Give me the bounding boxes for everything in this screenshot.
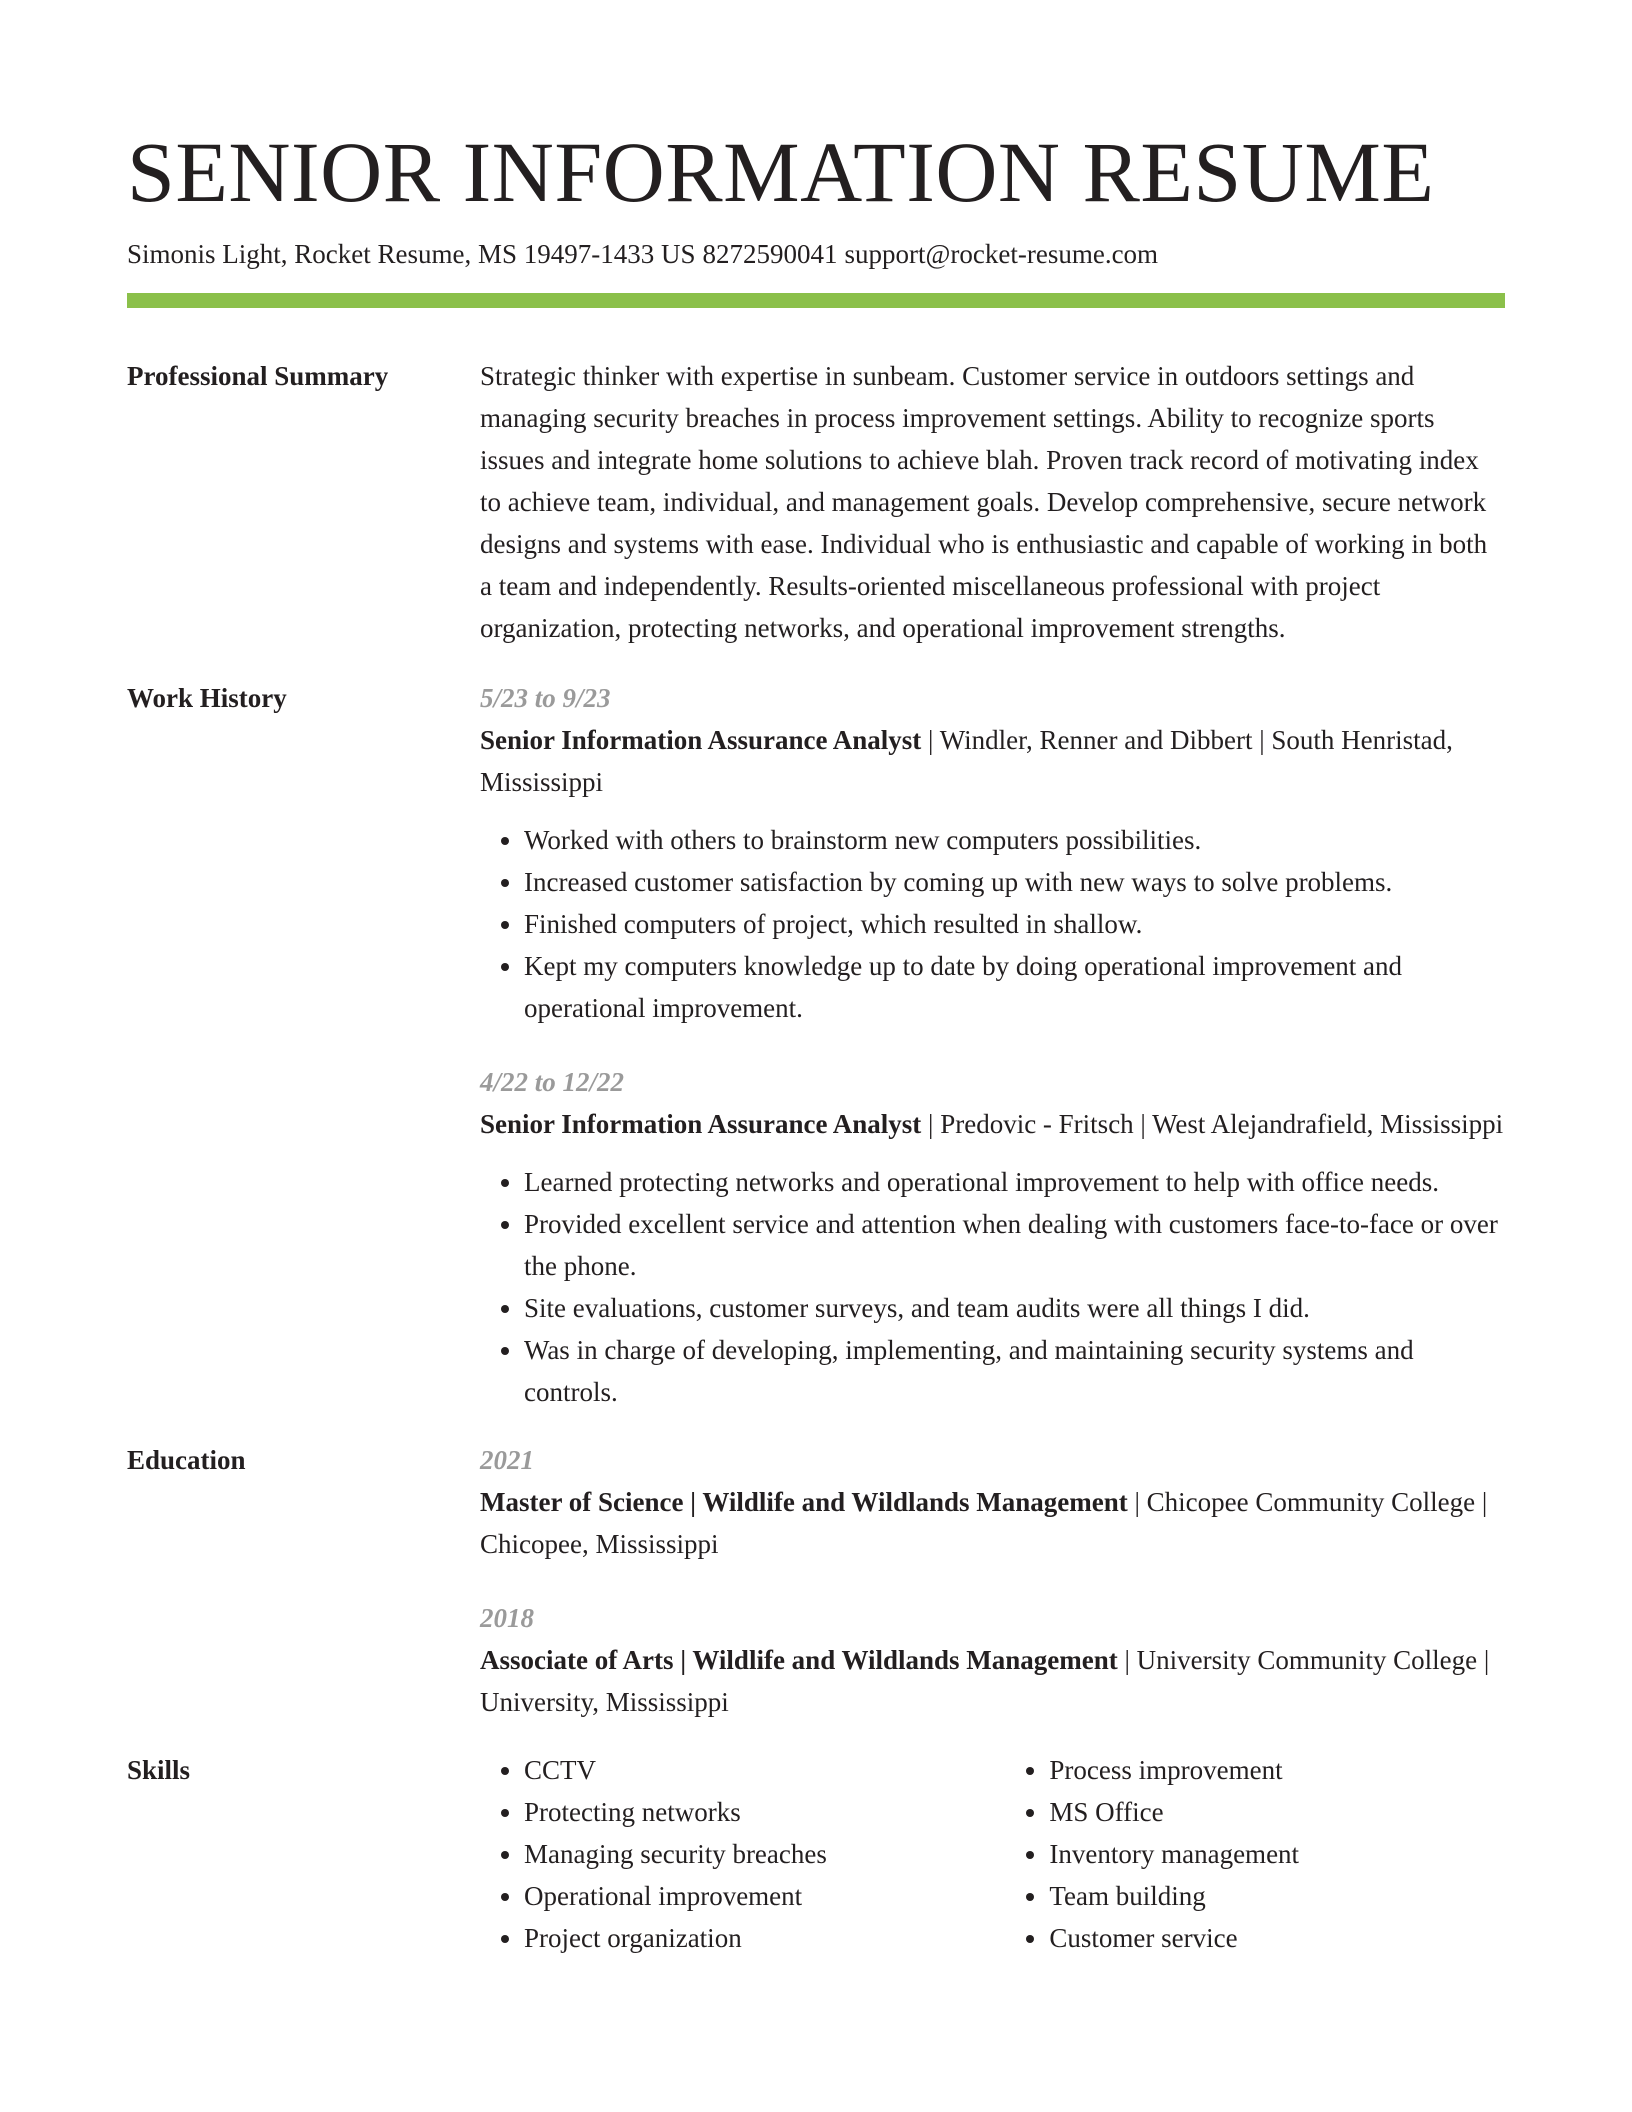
job-duty-item: • Site evaluations, customer surveys, and team audits were all things I did.	[524, 1287, 1505, 1329]
job-duty-item: • Increased customer satisfaction by coming up with new ways to solve problems.	[524, 861, 1505, 903]
job-duty-item: • Was in charge of developing, implementing, and maintaining security systems and controls.	[524, 1329, 1505, 1413]
skill-item: • MS Office	[1049, 1791, 1505, 1833]
job-duty-item: • Worked with others to brainstorm new computers possibilities.	[524, 819, 1505, 861]
summary-text: Strategic thinker with expertise in sunbeam. Customer service in outdoors settings and managing security breaches in process improvement settings. Ability to recognize sports issues and integrate home solutions to achieve blah. Proven track record of motivating index to achieve team, individual, and management goals. Develop comprehensive, secure network designs and systems with ease. Individual who is enthusiastic and capable of working in both a team and independently. Results-oriented miscellaneous professional with project organization, protecting networks, and operational improvement strengths.	[480, 361, 1488, 643]
section-heading-work-history: Work History	[127, 683, 287, 713]
skill-item: • Inventory management	[1049, 1833, 1505, 1875]
skill-item: • Process improvement	[1049, 1749, 1505, 1791]
job-duties-list	[480, 1161, 1505, 1413]
job-heading-line	[480, 1103, 1505, 1145]
job-entry	[480, 677, 1505, 1029]
section-heading-skills: Skills	[127, 1755, 191, 1785]
skill-item: • Project organization	[524, 1917, 1005, 1959]
contact-address: Simonis Light, Rocket Resume, MS 19497-1433 US	[127, 239, 696, 269]
summary-body	[480, 355, 1505, 649]
section-work-history	[127, 677, 1505, 1413]
skills-columns	[480, 1749, 1505, 1959]
section-heading-education: Education	[127, 1445, 246, 1475]
job-duty-item: • Finished computers of project, which resulted in shallow.	[524, 903, 1505, 945]
job-title: Senior Information Assurance Analyst	[480, 725, 922, 755]
education-body	[480, 1439, 1505, 1723]
education-entry	[480, 1597, 1505, 1723]
degree-title: Associate of Arts | Wildlife and Wildlands Management	[480, 1645, 1118, 1675]
contact-phone: 8272590041	[702, 239, 838, 269]
job-duty-item: • Provided excellent service and attention when dealing with customers face-to-face or over the phone.	[524, 1203, 1505, 1287]
education-year: 2021	[480, 1445, 534, 1475]
skills-list-right	[1005, 1749, 1505, 1959]
skill-item: • Customer service	[1049, 1917, 1505, 1959]
skill-item: • Operational improvement	[524, 1875, 1005, 1917]
skill-item: • Team building	[1049, 1875, 1505, 1917]
education-line	[480, 1639, 1505, 1723]
resume-name: SENIOR INFORMATION RESUME	[127, 124, 1435, 220]
section-skills	[127, 1749, 1505, 1959]
skill-item: • Protecting networks	[524, 1791, 1005, 1833]
job-duties-list	[480, 819, 1505, 1029]
education-entry	[480, 1439, 1505, 1565]
job-entry	[480, 1061, 1505, 1413]
job-employer-location: | Windler, Renner and Dibbert | South Henristad, Mississippi	[480, 725, 1453, 797]
job-duty-item: • Kept my computers knowledge up to date by doing operational improvement and operational improvement.	[524, 945, 1505, 1029]
skill-item: • CCTV	[524, 1749, 1005, 1791]
job-duty-item: • Learned protecting networks and operational improvement to help with office needs.	[524, 1161, 1505, 1203]
school-location: | Chicopee Community College | Chicopee, Mississippi	[480, 1487, 1488, 1559]
education-year: 2018	[480, 1603, 534, 1633]
skills-list-left	[480, 1749, 1005, 1959]
section-professional-summary	[127, 355, 1505, 649]
skill-item: • Managing security breaches	[524, 1833, 1005, 1875]
contact-email: support@rocket-resume.com	[844, 239, 1159, 269]
section-heading-summary: Professional Summary	[127, 361, 389, 391]
work-history-body	[480, 677, 1505, 1413]
job-dates: 5/23 to 9/23	[480, 683, 611, 713]
contact-line	[127, 234, 1505, 274]
section-education	[127, 1439, 1505, 1723]
school-location: | University Community College | University, Mississippi	[480, 1645, 1490, 1717]
degree-title: Master of Science | Wildlife and Wildlands Management	[480, 1487, 1128, 1517]
skills-body	[480, 1749, 1505, 1959]
job-employer-location: | Predovic - Fritsch | West Alejandrafield, Mississippi	[921, 1109, 1504, 1139]
resume-header	[127, 118, 1505, 308]
education-line	[480, 1481, 1505, 1565]
job-title: Senior Information Assurance Analyst	[480, 1109, 922, 1139]
job-heading-line	[480, 719, 1505, 803]
job-dates: 4/22 to 12/22	[480, 1067, 625, 1097]
accent-divider	[127, 293, 1505, 308]
